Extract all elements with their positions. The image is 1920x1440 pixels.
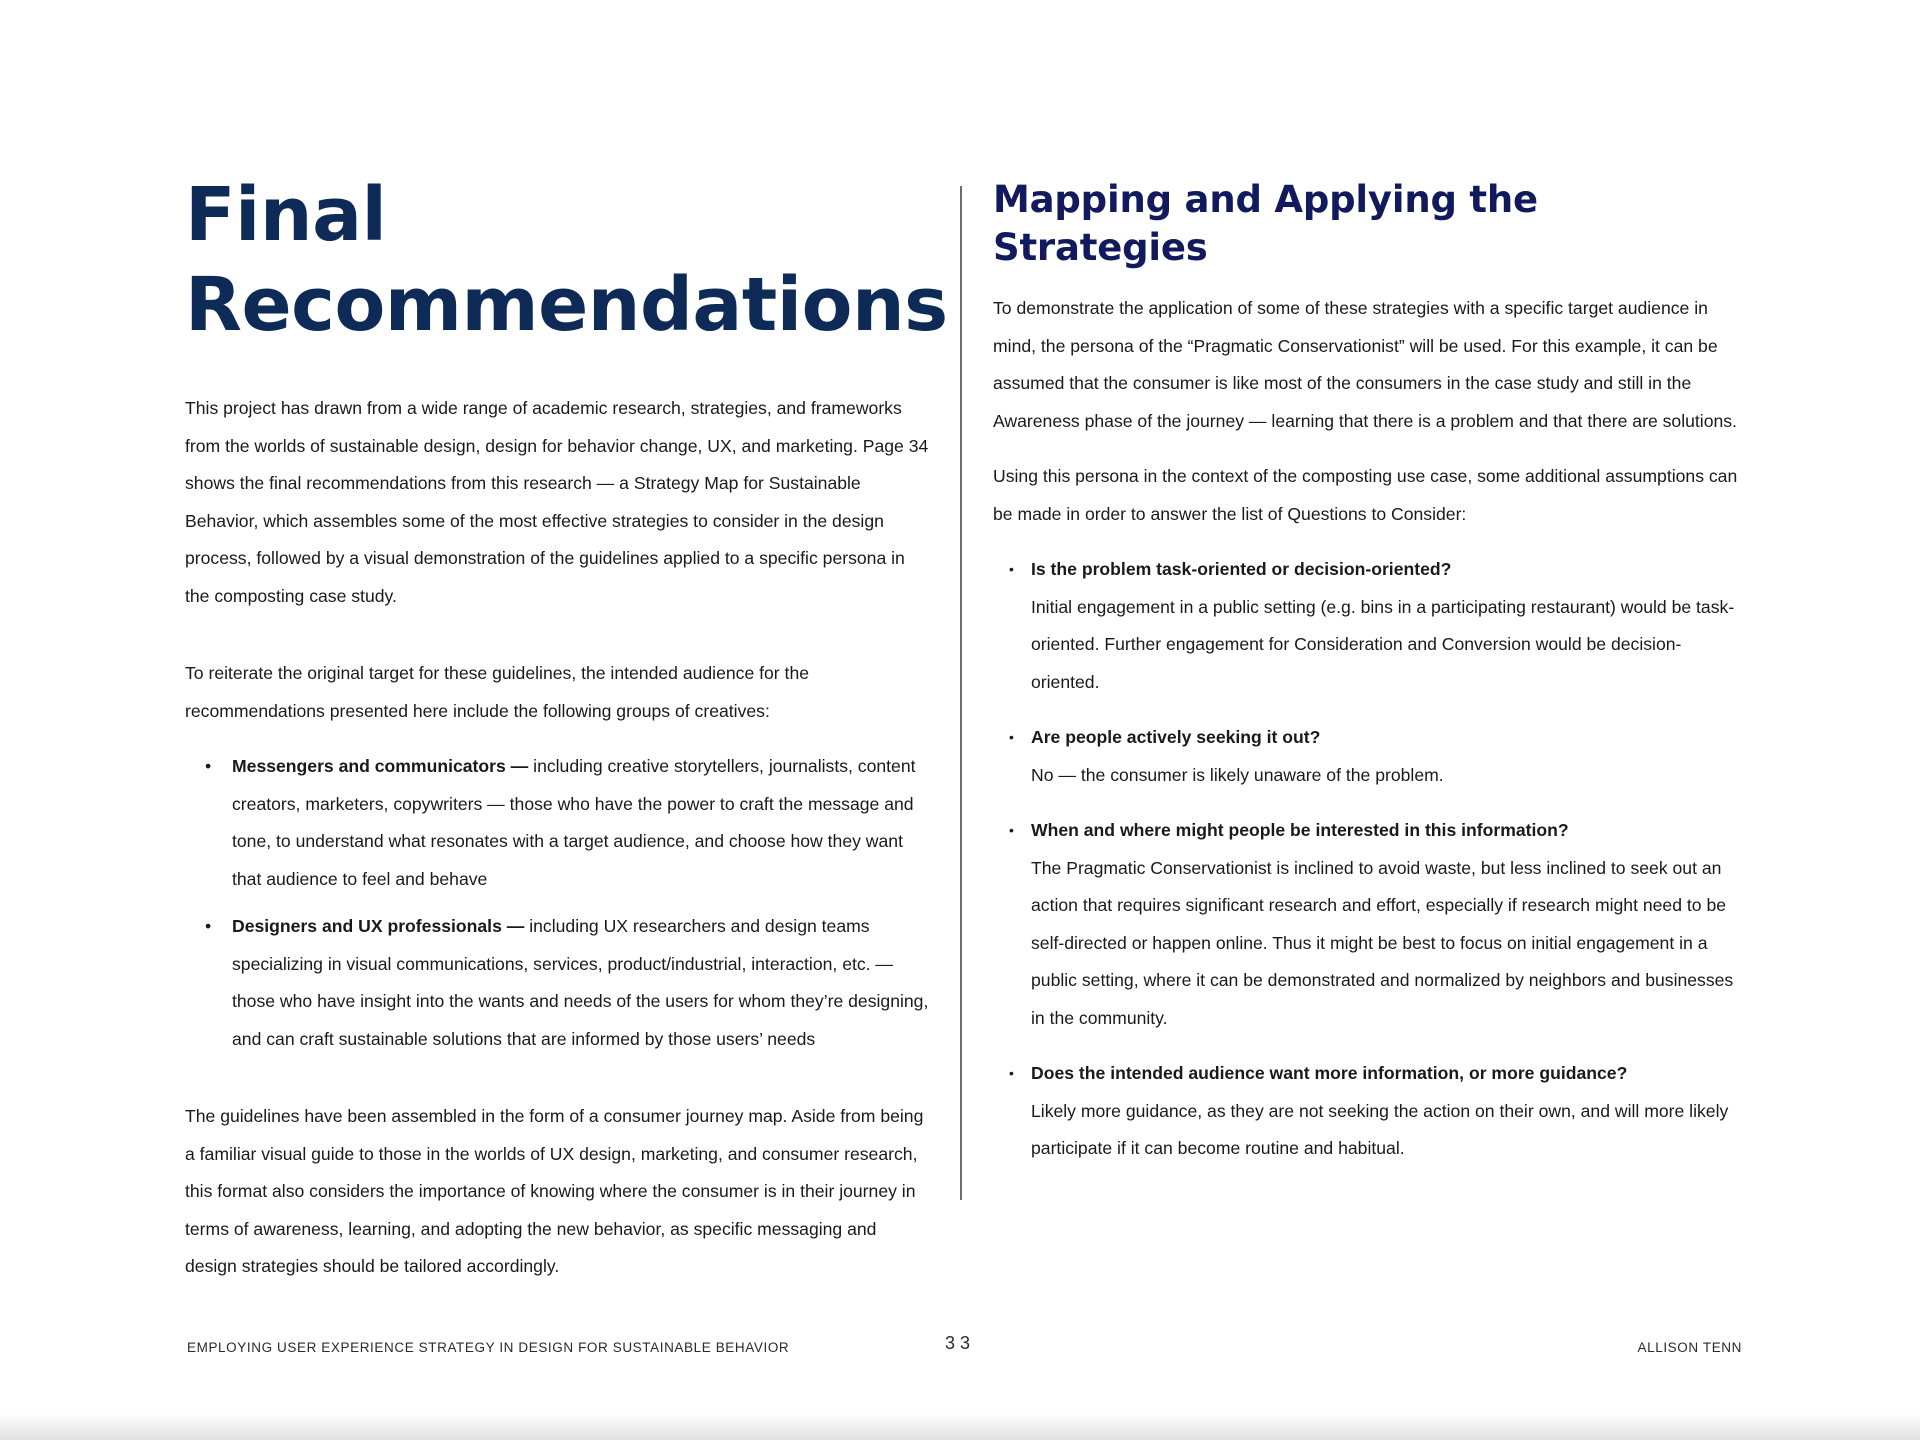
bullet-icon: •: [1009, 822, 1014, 838]
title-line-1: Final: [185, 172, 387, 258]
list-item: [185, 908, 930, 1058]
right-column: [993, 176, 1738, 1168]
bullet-icon: •: [205, 916, 212, 936]
intro-paragraph: This project has drawn from a wide range of academic research, strategies, and frameworks from the worlds of sustainable design, design for behavior change, UX, and marketing. Page 34 shows the final recommendations from this research — a Strategy Map for Sustainable Behavior, which assembles some of the most effective strategies to consider in the design process, followed by a visual demonstration of the guidelines applied to a specific persona in the composting case study.: [185, 398, 929, 606]
page-title: [185, 170, 948, 350]
answer-text: Initial engagement in a public setting (e.g. bins in a participating restaurant) would be task-oriented. Further engagement for Consideration and Conversion would be decision-oriented.: [1031, 596, 1735, 692]
bullet-icon: •: [205, 756, 212, 776]
question-text: Does the intended audience want more information, or more guidance?: [1031, 1063, 1628, 1083]
question-text: Are people actively seeking it out?: [1031, 727, 1321, 747]
list-item-text: including creative storytellers, journalists, content creators, marketers, copywriters — those who have the power to craft the message and tone, to understand what resonates with a target audience, and choose how they want that audience to feel and behave: [232, 756, 916, 889]
list-item: [993, 1055, 1738, 1168]
bullet-icon: •: [1009, 729, 1014, 745]
list-item: [185, 748, 930, 898]
footer-page-number: 33: [945, 1333, 976, 1353]
title-line-2: Recommendations: [185, 262, 948, 348]
column-divider: [960, 186, 962, 1200]
section-title: Mapping and Applying the Strategies: [993, 178, 1538, 269]
questions-list: [993, 551, 1738, 1168]
list-item-lead: Messengers and communicators —: [232, 756, 529, 776]
bullet-icon: •: [1009, 561, 1014, 577]
question-text: When and where might people be interested in this information?: [1031, 820, 1569, 840]
page-bottom-shadow: [0, 1414, 1920, 1440]
answer-text: No — the consumer is likely unaware of the problem.: [1031, 764, 1444, 785]
assumptions-paragraph: Using this persona in the context of the composting use case, some additional assumptions can be made in order to answer the list of Questions to Consider:: [993, 466, 1738, 524]
audience-list: [185, 748, 930, 1058]
answer-text: The Pragmatic Conservationist is inclined to avoid waste, but less inclined to seek out an action that requires significant research and effort, especially if research might need to be self-directed or happen online. Thus it might be best to focus on initial engagement in a public setting, where it can be demonstrated and normalized by neighbors and businesses in the community.: [1031, 857, 1734, 1028]
list-item: [993, 551, 1738, 701]
answer-text: Likely more guidance, as they are not seeking the action on their own, and will more likely participate if it can become routine and habitual.: [1031, 1100, 1729, 1158]
bullet-icon: •: [1009, 1065, 1014, 1081]
question-text: Is the problem task-oriented or decision-oriented?: [1031, 559, 1452, 579]
persona-paragraph: To demonstrate the application of some of these strategies with a specific target audience in mind, the persona of the “Pragmatic Conservationist” will be used. For this example, it can be assumed that the consumer is like most of the consumers in the case study and still in the Awareness phase of the journey — learning that there is a problem and that there are solutions.: [993, 298, 1737, 431]
list-item: [993, 812, 1738, 1037]
footer-author: ALLISON TENN: [1637, 1340, 1742, 1355]
list-item: [993, 719, 1738, 794]
list-item-lead: Designers and UX professionals —: [232, 916, 525, 936]
audience-intro-paragraph: To reiterate the original target for these guidelines, the intended audience for the recommendations presented here include the following groups of creatives:: [185, 663, 810, 721]
left-column: [185, 170, 948, 1286]
list-item-text: including UX researchers and design teams specializing in visual communications, services, product/industrial, interaction, etc. — those who have insight into the wants and needs of the users for whom they’re designing, and can craft sustainable solutions that are informed by those users’ needs: [232, 916, 929, 1049]
footer-document-title: EMPLOYING USER EXPERIENCE STRATEGY IN DESIGN FOR SUSTAINABLE BEHAVIOR: [187, 1340, 790, 1355]
closing-paragraph: The guidelines have been assembled in the form of a consumer journey map. Aside from being a familiar visual guide to those in the worlds of UX design, marketing, and consumer research, this format also considers the importance of knowing where the consumer is in their journey in terms of awareness, learning, and adopting the new behavior, as specific messaging and design strategies should be tailored accordingly.: [185, 1106, 924, 1276]
